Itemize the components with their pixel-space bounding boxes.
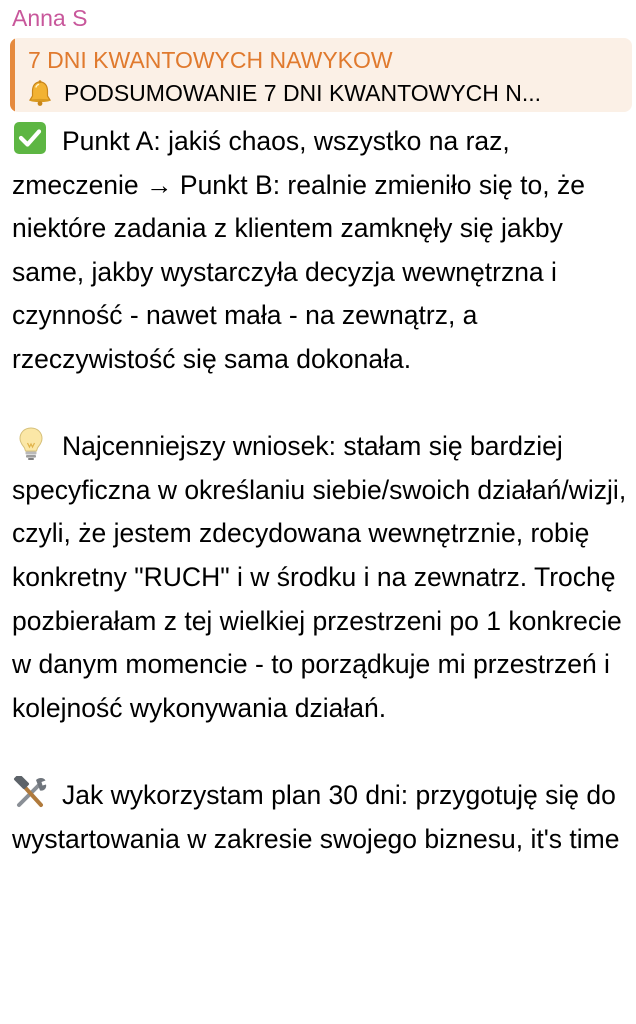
message-body <box>12 120 630 861</box>
light-bulb-icon <box>12 427 50 461</box>
paragraph-text: Jak wykorzystam plan 30 dni: przygotuję się do wystartowania w zakresie swojego biznesu, it's time <box>12 779 620 854</box>
paragraph-text: Punkt A: jakiś chaos, wszystko na raz, zmeczenie → Punkt B: realnie zmieniło się to, że niektóre zadania z klientem zamknęły się jakby same, jakby wystarczyła decyzja wewnętrzna i czynność - nawet mała - na zewnątrz, a rzeczywistość się sama dokonała. <box>12 126 585 374</box>
message-paragraph <box>12 774 630 861</box>
reply-snippet: PODSUMOWANIE 7 DNI KWANTOWYCH N... <box>64 80 542 106</box>
bell-icon <box>26 79 54 107</box>
hammer-and-wrench-icon <box>12 776 50 810</box>
message-paragraph <box>12 425 630 730</box>
reply-accent-bar <box>10 38 15 112</box>
reply-quote[interactable] <box>10 38 632 112</box>
reply-title: 7 DNI KWANTOWYCH NAWYKOW <box>28 47 393 73</box>
sender-name[interactable]: Anna S <box>12 5 88 31</box>
reply-preview <box>26 78 616 108</box>
check-mark-icon <box>12 122 50 156</box>
message-paragraph <box>12 120 630 382</box>
paragraph-text: Najcenniejszy wniosek: stałam się bardziej specyficzna w określaniu siebie/swoich działań/wizji, czyli, że jestem zdecydowana wewnętrznie, robię konkretny "RUCH" i w środku i na zewnatrz. Trochę pozbierałam z tej wielkiej przestrzeni po 1 konkrecie w danym momencie - to porządkuje mi przestrzeń i kolejność wykonywania działań. <box>12 431 627 723</box>
